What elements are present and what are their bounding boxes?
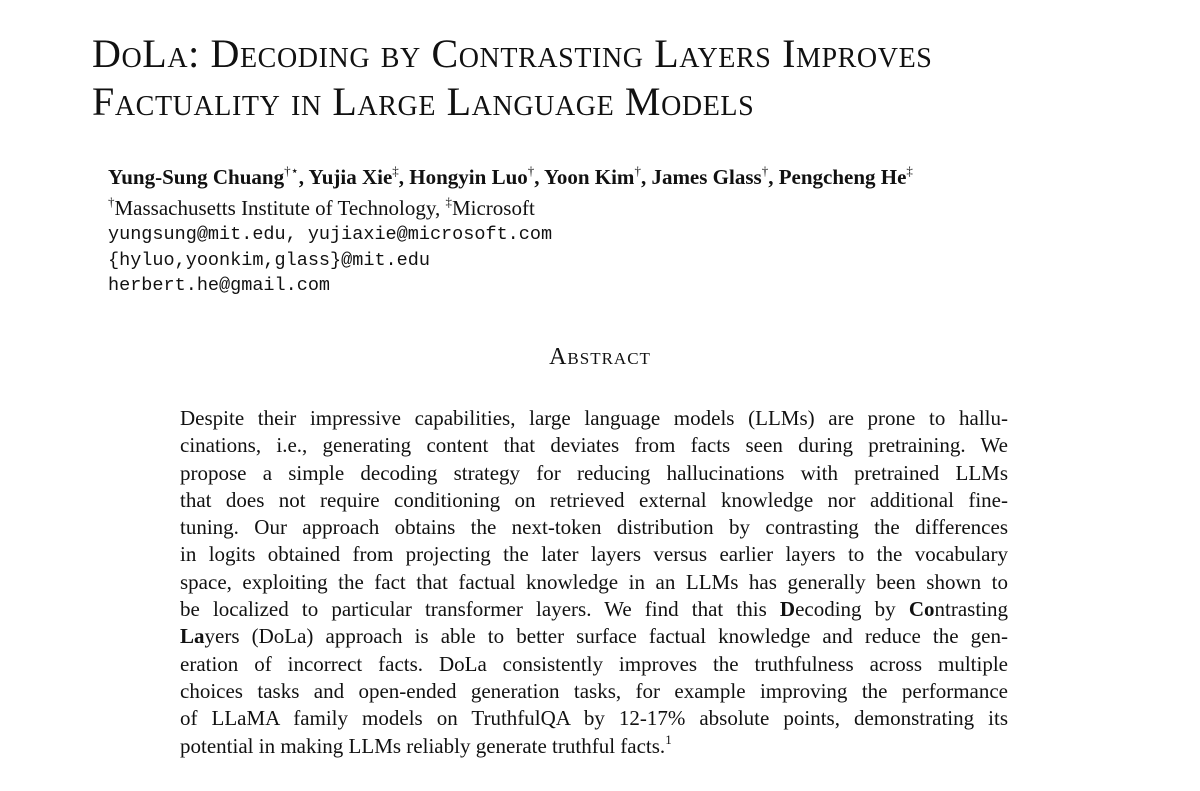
affiliation-microsoft: Microsoft: [451, 196, 535, 220]
author-name: Hongyin Luo: [409, 165, 528, 189]
author-affiliation-mark: ‡: [906, 163, 913, 178]
abstract-line: propose a simple decoding strategy for reducing hallucinations with pretrained LLMs: [180, 460, 1008, 485]
author-affiliation-mark: †⋆: [284, 163, 299, 178]
author-name: Yoon Kim: [544, 165, 635, 189]
email-line: yungsung@mit.edu, yujiaxie@microsoft.com: [108, 224, 553, 245]
abstract-line: space, exploiting the fact that factual knowledge in an LLMs has generally been shown to: [180, 569, 1008, 594]
affiliation-mark: †: [108, 194, 115, 209]
title-line-1: DoLa: Decoding by Contrasting Layers Improves: [92, 31, 933, 76]
author-emails: [108, 222, 552, 299]
affiliation-mit: Massachusetts Institute of Technology,: [114, 196, 441, 220]
abstract-line: [180, 733, 1008, 760]
abstract-line: tuning. Our approach obtains the next-token distribution by contrasting the differences: [180, 515, 1008, 540]
author-affiliation-mark: †: [634, 163, 641, 178]
abstract-line-text: potential in making LLMs reliably generate truthful facts.: [180, 733, 666, 758]
abstract-heading: Abstract: [549, 344, 651, 370]
author-affiliation-mark: ‡: [392, 163, 399, 178]
abstract-line: Despite their impressive capabilities, large language models (LLMs) are prone to hallu-: [180, 406, 1008, 430]
abstract-line-text: ntrasting: [934, 597, 1008, 622]
abstract-line: cinations, i.e., generating content that deviates from facts seen during pretraining. We: [180, 433, 1008, 458]
email-line: {hyluo,yoonkim,glass}@mit.edu: [108, 249, 430, 271]
abstract-line: choices tasks and open-ended generation tasks, for example improving the performance: [180, 678, 1008, 703]
abstract-line: in logits obtained from projecting the later layers versus earlier layers to the vocabulary: [180, 542, 1008, 567]
abstract-line-text: ecoding by: [795, 597, 909, 622]
emphasis-bold: Co: [908, 597, 935, 622]
abstract-line: eration of incorrect facts. DoLa consistently improves the truthfulness across multiple: [180, 651, 1008, 676]
affiliation-mark: ‡: [445, 194, 452, 209]
emphasis-bold: La: [180, 624, 205, 649]
emphasis-bold: D: [779, 597, 796, 622]
abstract-line: [180, 596, 1008, 623]
author-name: Yujia Xie: [308, 165, 393, 189]
affiliations: [108, 195, 535, 221]
abstract-line: [180, 623, 1008, 650]
abstract-line: that does not require conditioning on retrieved external knowledge nor additional fine-: [180, 487, 1008, 512]
title-line-2: Factuality in Large Language Models: [92, 79, 755, 124]
author-affiliation-mark: †: [527, 163, 535, 178]
abstract-line: of LLaMA family models on TruthfulQA by 12-17% absolute points, demonstrating its: [180, 706, 1008, 731]
author-affiliation-mark: †: [761, 163, 769, 178]
abstract-line-text: be localized to particular transformer layers. We find that this: [180, 597, 780, 622]
author-list: Yung-Sung Chuang†⋆, Yujia Xie‡, Hongyin Luo†, Yoon Kim†, James Glass†, Pengcheng He‡: [108, 163, 913, 189]
email-line: herbert.he@gmail.com: [108, 275, 331, 296]
author-name: Yung-Sung Chuang: [108, 165, 285, 189]
abstract-line-text: yers (DoLa) approach is able to better surface factual knowledge and reduce the gen-: [204, 624, 1008, 649]
author-name: James Glass: [651, 165, 762, 189]
footnote-mark: 1: [665, 731, 672, 747]
abstract-body: [180, 405, 1008, 760]
paper-title: [92, 30, 1152, 126]
author-name: Pengcheng He: [778, 165, 907, 189]
